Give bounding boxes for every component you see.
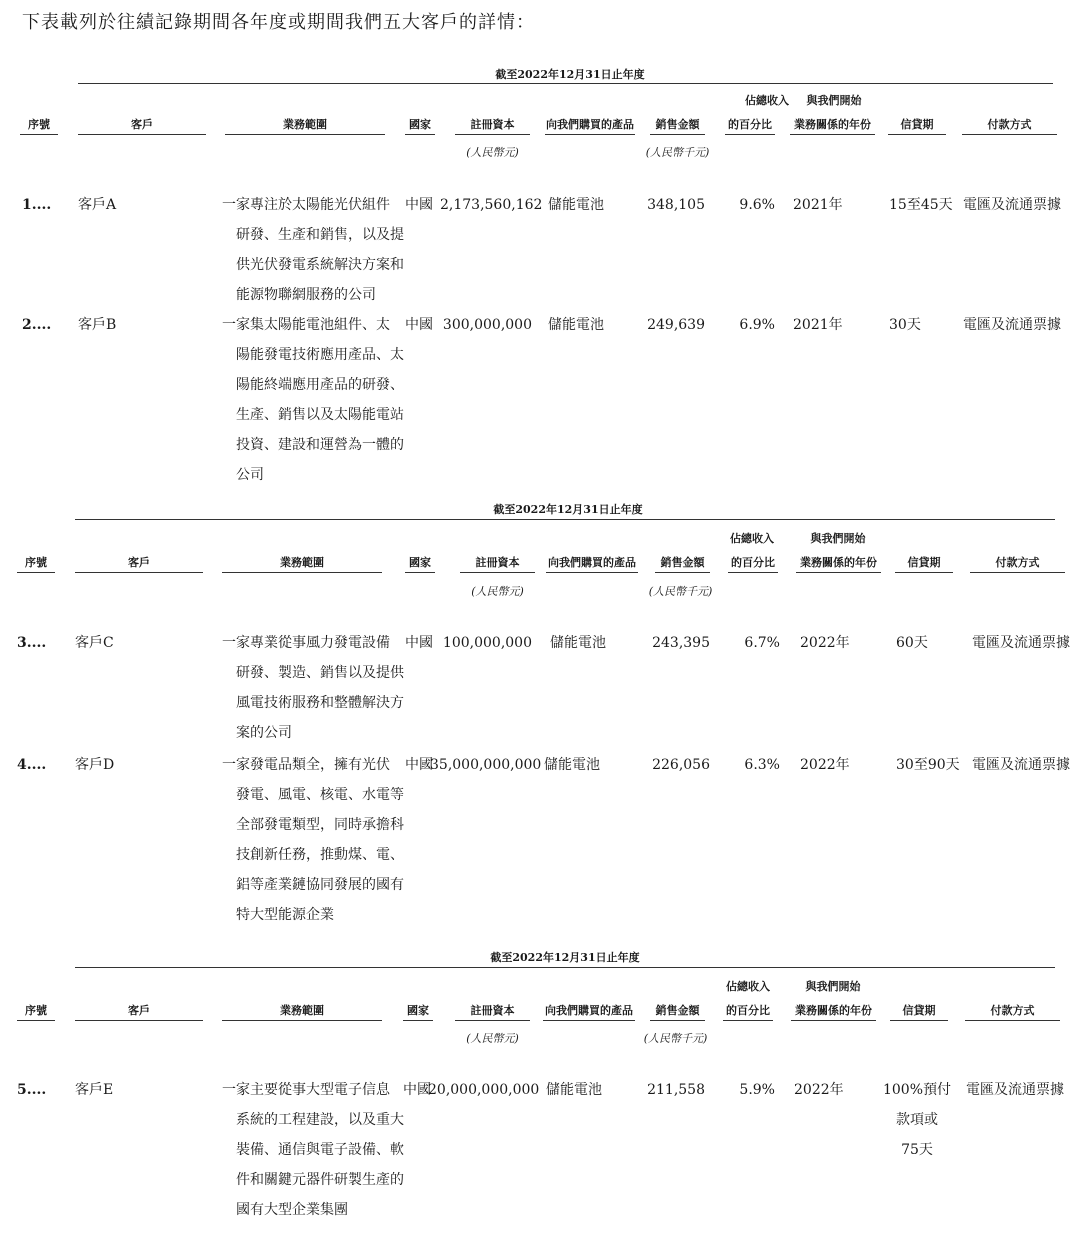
- row-seq: 3....: [17, 635, 47, 651]
- business-line: 陽能終端應用產品的研發、: [236, 377, 404, 393]
- header-product: 向我們購買的產品: [545, 116, 635, 135]
- business-line: 系統的工程建設，以及重大: [236, 1112, 404, 1128]
- header-pct-line2: 的百分比: [728, 554, 778, 573]
- row-customer: 客戶E: [75, 1082, 114, 1098]
- row-credit: [882, 1075, 952, 1165]
- row-product: 儲能電池: [544, 757, 600, 773]
- row-seq: 1....: [22, 197, 52, 213]
- header-year-line1: 與我們開始: [806, 94, 862, 107]
- row-business: [222, 628, 407, 748]
- business-line: 裝備、通信與電子設備、軟: [236, 1142, 404, 1158]
- row-country: 中國: [405, 197, 433, 213]
- row-payment: 電匯及流通票據: [966, 1082, 1064, 1098]
- business-line: 一家集太陽能電池組件、太: [222, 317, 390, 333]
- row-customer: 客戶A: [78, 197, 117, 213]
- row-business: [222, 190, 407, 310]
- unit-capital: (人民幣元): [466, 146, 519, 159]
- header-year-line1: 與我們開始: [810, 532, 866, 545]
- row-credit: 30至90天: [896, 757, 960, 773]
- header-country: 國家: [405, 116, 435, 135]
- row-business: [222, 1075, 407, 1225]
- period-rule: [75, 519, 1055, 520]
- header-capital: 註冊資本: [455, 116, 530, 135]
- header-pct-line1: 佔總收入: [726, 980, 770, 993]
- credit-line: 75天: [901, 1142, 933, 1158]
- header-sales: 銷售金額: [650, 1002, 705, 1021]
- business-line: 能源物聯網服務的公司: [236, 287, 376, 303]
- row-seq: 2....: [22, 317, 52, 333]
- row-pct: 5.9%: [739, 1082, 775, 1098]
- header-year-line1: 與我們開始: [805, 980, 861, 993]
- row-capital: 300,000,000: [442, 317, 532, 333]
- row-sales: 226,056: [652, 757, 710, 773]
- business-line: 一家發電品類全，擁有光伏: [222, 757, 390, 773]
- header-business: 業務範圍: [222, 1002, 382, 1021]
- header-business: 業務範圍: [222, 554, 382, 573]
- header-business: 業務範圍: [225, 116, 385, 135]
- header-seq: 序號: [17, 554, 55, 573]
- row-seq: 5....: [17, 1082, 47, 1098]
- header-payment: 付款方式: [970, 554, 1065, 573]
- header-sales: 銷售金額: [650, 116, 705, 135]
- row-customer: 客戶D: [75, 757, 115, 773]
- header-year-line2: 業務關係的年份: [790, 116, 875, 135]
- row-sales: 243,395: [652, 635, 710, 651]
- row-pct: 6.7%: [744, 635, 780, 651]
- row-product: 儲能電池: [546, 1082, 602, 1098]
- header-seq: 序號: [17, 1002, 55, 1021]
- row-payment: 電匯及流通票據: [972, 635, 1070, 651]
- header-year-line2: 業務關係的年份: [791, 1002, 876, 1021]
- unit-capital: (人民幣元): [471, 585, 524, 598]
- business-line: 生產、銷售以及太陽能電站: [236, 407, 404, 423]
- row-country: 中國: [403, 1082, 431, 1098]
- row-business: [222, 750, 407, 930]
- business-line: 研發、生產和銷售，以及提: [236, 227, 404, 243]
- header-payment: 付款方式: [962, 116, 1057, 135]
- row-capital: 35,000,000,000: [430, 757, 542, 773]
- row-sales: 249,639: [647, 317, 705, 333]
- header-customer: 客戶: [78, 116, 206, 135]
- row-year: 2021年: [793, 197, 843, 213]
- business-line: 鋁等產業鏈協同發展的國有: [236, 877, 404, 893]
- unit-sales: (人民幣千元): [648, 585, 713, 598]
- period-title: 截至2022年12月31日止年度: [495, 68, 645, 81]
- unit-sales: (人民幣千元): [645, 146, 710, 159]
- business-line: 全部發電類型，同時承擔科: [236, 817, 404, 833]
- row-credit: 15至45天: [889, 197, 953, 213]
- business-line: 投資、建設和運營為一體的: [236, 437, 404, 453]
- row-sales: 211,558: [647, 1082, 705, 1098]
- business-line: 一家主要從事大型電子信息: [222, 1082, 390, 1098]
- unit-capital: (人民幣元): [466, 1032, 519, 1045]
- header-credit: 信貸期: [888, 116, 946, 135]
- business-line: 研發、製造、銷售以及提供: [236, 665, 404, 681]
- header-country: 國家: [403, 1002, 433, 1021]
- row-customer: 客戶C: [75, 635, 114, 651]
- row-capital: 2,173,560,162: [440, 197, 543, 213]
- row-product: 儲能電池: [550, 635, 606, 651]
- period-title: 截至2022年12月31日止年度: [493, 503, 643, 516]
- header-credit: 信貸期: [895, 554, 953, 573]
- header-pct-line2: 的百分比: [723, 1002, 773, 1021]
- row-payment: 電匯及流通票據: [963, 197, 1061, 213]
- header-capital: 註冊資本: [455, 1002, 530, 1021]
- header-payment: 付款方式: [965, 1002, 1060, 1021]
- row-capital: 20,000,000,000: [428, 1082, 540, 1098]
- row-year: 2022年: [800, 757, 850, 773]
- header-product: 向我們購買的產品: [543, 1002, 635, 1021]
- period-title: 截至2022年12月31日止年度: [490, 951, 640, 964]
- business-line: 案的公司: [236, 725, 292, 741]
- header-capital: 註冊資本: [460, 554, 535, 573]
- header-credit: 信貸期: [890, 1002, 948, 1021]
- row-payment: 電匯及流通票據: [972, 757, 1070, 773]
- business-line: 一家專業從事風力發電設備: [222, 635, 390, 651]
- row-year: 2022年: [800, 635, 850, 651]
- row-sales: 348,105: [647, 197, 705, 213]
- business-line: 公司: [236, 467, 264, 483]
- row-credit: 60天: [896, 635, 928, 651]
- row-product: 儲能電池: [548, 317, 604, 333]
- business-line: 發電、風電、核電、水電等: [236, 787, 404, 803]
- header-seq: 序號: [20, 116, 58, 135]
- header-pct-line1: 佔總收入: [730, 532, 774, 545]
- business-line: 國有大型企業集團: [236, 1202, 348, 1218]
- header-customer: 客戶: [75, 1002, 203, 1021]
- business-line: 陽能發電技術應用產品、太: [236, 347, 404, 363]
- header-product: 向我們購買的產品: [546, 554, 638, 573]
- row-country: 中國: [405, 317, 433, 333]
- business-line: 特大型能源企業: [236, 907, 334, 923]
- row-product: 儲能電池: [548, 197, 604, 213]
- header-sales: 銷售金額: [655, 554, 710, 573]
- credit-line: 100%預付: [882, 1082, 952, 1098]
- row-business: [222, 310, 407, 490]
- header-pct-line2: 的百分比: [725, 116, 775, 135]
- row-country: 中國: [405, 635, 433, 651]
- row-customer: 客戶B: [78, 317, 117, 333]
- row-pct: 6.9%: [739, 317, 775, 333]
- header-year-line2: 業務關係的年份: [796, 554, 881, 573]
- business-line: 風電技術服務和整體解決方: [236, 695, 404, 711]
- header-country: 國家: [405, 554, 435, 573]
- row-country: 中國: [405, 757, 433, 773]
- business-line: 一家專注於太陽能光伏組件: [222, 197, 390, 213]
- header-customer: 客戶: [75, 554, 203, 573]
- row-pct: 6.3%: [744, 757, 780, 773]
- header-pct-line1: 佔總收入: [745, 94, 789, 107]
- credit-line: 款項或: [896, 1112, 938, 1128]
- row-year: 2021年: [793, 317, 843, 333]
- business-line: 供光伏發電系統解決方案和: [236, 257, 404, 273]
- business-line: 件和關鍵元器件研製生產的: [236, 1172, 404, 1188]
- period-rule: [75, 967, 1055, 968]
- row-capital: 100,000,000: [442, 635, 532, 651]
- intro-text: 下表載列於往績記錄期間各年度或期間我們五大客戶的詳情：: [22, 12, 535, 33]
- row-seq: 4....: [17, 757, 47, 773]
- row-payment: 電匯及流通票據: [963, 317, 1061, 333]
- unit-sales: (人民幣千元): [643, 1032, 708, 1045]
- row-pct: 9.6%: [739, 197, 775, 213]
- row-credit: 30天: [889, 317, 921, 333]
- row-year: 2022年: [794, 1082, 844, 1098]
- period-rule: [78, 83, 1053, 84]
- business-line: 技創新任務，推動煤、電、: [236, 847, 404, 863]
